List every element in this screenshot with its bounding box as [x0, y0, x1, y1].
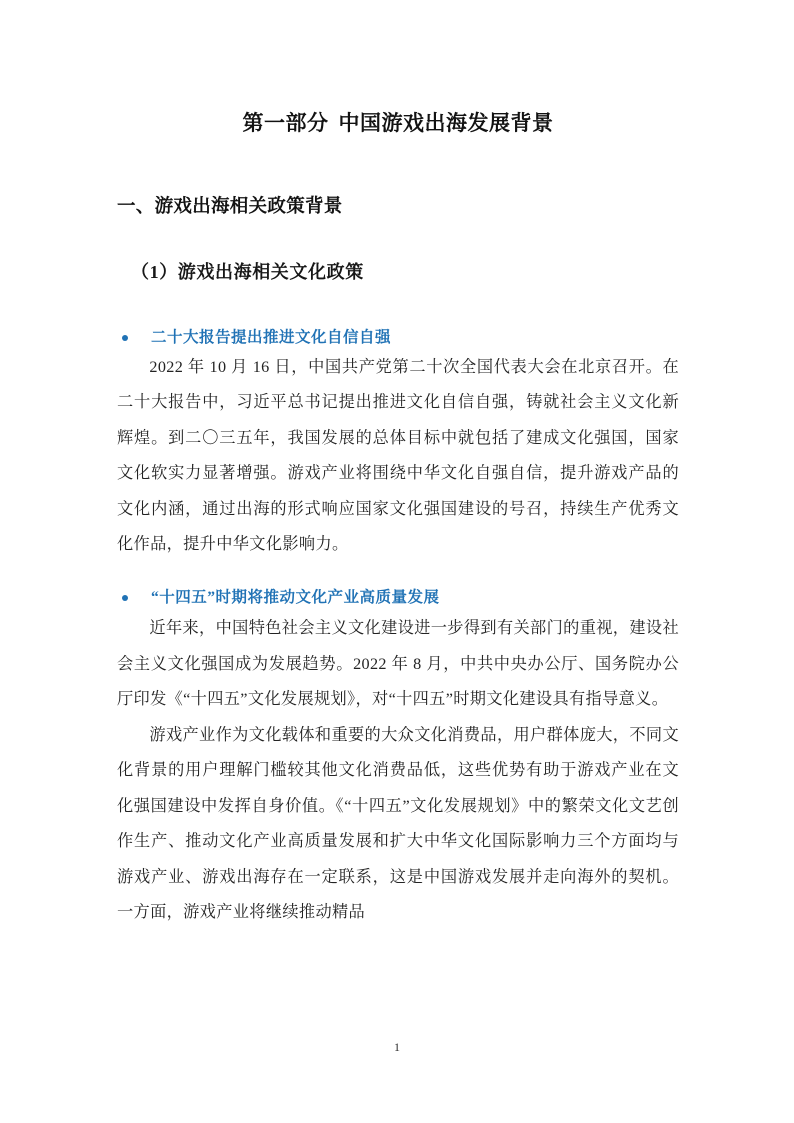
- paragraph: 2022 年 10 月 16 日，中国共产党第二十次全国代表大会在北京召开。在二十大报告中，习近平总书记提出推进文化自信自强，铸就社会主义文化新辉煌。到二〇三五年，我国发展的总体目标中就包括了建成文化强国，国家文化软实力显著增强。游戏产业将围绕中华文化自强自信，提升游戏产品的文化内涵，通过出海的形式响应国家文化强国建设的号召，持续生产优秀文化作品，提升中华文化影响力。: [117, 357, 679, 554]
- section-heading-level-2: （1）游戏出海相关文化政策: [131, 262, 364, 283]
- page-title: [117, 0, 679, 137]
- bullet-heading-1: [117, 285, 679, 349]
- bullet-dot-icon: [122, 335, 128, 341]
- part-title-label: 第一部分: [242, 112, 329, 135]
- bullet-heading-label: 二十大报告提出推进文化自信自强: [151, 329, 392, 347]
- paragraph: 近年来，中国特色社会主义文化建设进一步得到有关部门的重视，建设社会主义文化强国成为发展趋势。2022 年 8 月，中共中央办公厅、国务院办公厅印发《“十四五”文化发展规划》，对“十四五”时期文化建设具有指导意义。: [117, 619, 679, 709]
- paragraph: 游戏产业作为文化载体和重要的大众文化消费品，用户群体庞大，不同文化背景的用户理解门槛较其他文化消费品低，这些优势有助于游戏产业在文化强国建设中发挥自身价值。《“十四五”文化发展规划》中的繁荣文化文艺创作生产、推动文化产业高质量发展和扩大中华文化国际影响力三个方面均与游戏产业、游戏出海存在一定联系，这是中国游戏发展并走向海外的契机。一方面，游戏产业将继续推动精品: [117, 725, 679, 922]
- bullet-heading-2: [117, 563, 679, 609]
- part-title-subject: 中国游戏出海发展背景: [338, 112, 554, 135]
- page-number: 1: [394, 1040, 400, 1054]
- bullet-heading-label: “十四五”时期将推动文化产业高质量发展: [151, 588, 440, 606]
- page-content: [117, 0, 679, 931]
- section-heading-level-1: 一、游戏出海相关政策背景: [117, 195, 343, 217]
- bullet-dot-icon: [122, 595, 128, 601]
